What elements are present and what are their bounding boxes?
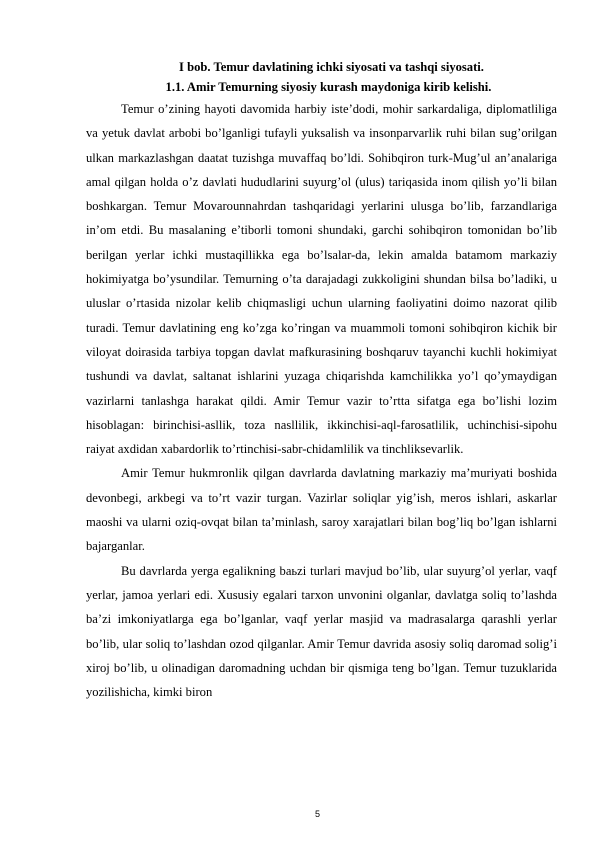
page-number: 5 <box>314 809 320 819</box>
chapter-title: I bob. Temur davlatining ichki siyosati va tashqi siyosati. <box>179 60 484 74</box>
body-paragraph-2: Amir Temur hukmronlik qilgan davrlarda davlatning markaziy ma’muriyati boshida devonbegi, arkbegi va to’rt vazir turgan. Vazirlar soliqlar yig’ish, meros ishlari, askarlar maoshi va ularni oziq-ovqat bilan ta’minlash, saroy xarajatlari bilan bog’liq bo’lgan ishlarni bajarganlar. <box>86 466 557 554</box>
body-paragraph-1: Temur o’zining hayoti davomida harbiy iste’dodi, mohir sarkardaliga, diplomatliliga va yetuk davlat arbobi bo’lganligi tufayli yuksalish va insonparvarlik ruhi bilan sug’orilgan ulkan markazlashgan daatat tuzishga muvaffaq bo’ldi. Sohibqiron turk-Mug’ul an’analariga amal qilgan holda o’z davlati hududlarini suyurg’ol (ulus) tariqasida inom qilish yo’li bilan boshkargan. Temur Movarounnahrdan tashqaridagi yerlarini ulusga bo’lib, farzandlariga in’om etdi. Bu masalaning e’tiborli tomoni shundaki, garchi sohibqiron tomonidan bo’lib berilgan yerlar ichki mustaqillikka ega bo’lsalar-da, lekin amalda batamom markaziy hokimiyatga bo’ysundilar. Temurning o’ta darajadagi zukkoligini shundan bilsa bo’ladiki, u uluslar o’rtasida nizolar kelib chiqmasligi uchun ularning faoliyatini doimo nazorat qilib turadi. Temur davlatining eng ko’zga ko’ringan va muammoli tomoni sohibqiron kichik bir viloyat doirasida tarbiya topgan davlat mafkurasining boshqaruv tayanchi kuchli hokimiyat tushundi va davlat, saltanat ishlarini yuzaga chiqarishda kamchilikka yo’l qo’ymaydigan vazirlarni tanlashga harakat qildi. Amir Temur vazir to’rtta sifatga ega bo’lishi lozim hisoblagan: birinchisi-asllik, toza nasllilik, ikkinchisi-aql-farosatlilik, uchinchisi-sipohu raiyat axdidan xabardorlik to’rtinchisi-sabr-chidamlilik va tinchliksevarlik. <box>86 102 557 457</box>
document-page <box>86 57 557 704</box>
body-paragraph-3: Bu davrlarda yerga egalikning baьzi turlari mavjud bo’lib, ular suyurg’ol yerlar, vaqf yerlar, jamoa yerlari edi. Xususiy egalari tarxon unvonini olganlar, davlatga soliq to’lashda ba’zi imkoniyatlarga ega bo’lganlar, vaqf yerlar masjid va madrasalarga qarashli yerlar bo’lib, ular soliq to’lashdan ozod qilganlar. Amir Temur davrida asosiy soliq daromad solig’i xiroj bo’lib, u olinadigan daromadning uchdan bir qismiga teng bo’lgan. Temur tuzuklarida yozilishicha, kimki biron <box>86 563 557 700</box>
section-title: 1.1. Amir Temurning siyosiy kurash maydoniga kirib kelishi. <box>165 80 492 94</box>
